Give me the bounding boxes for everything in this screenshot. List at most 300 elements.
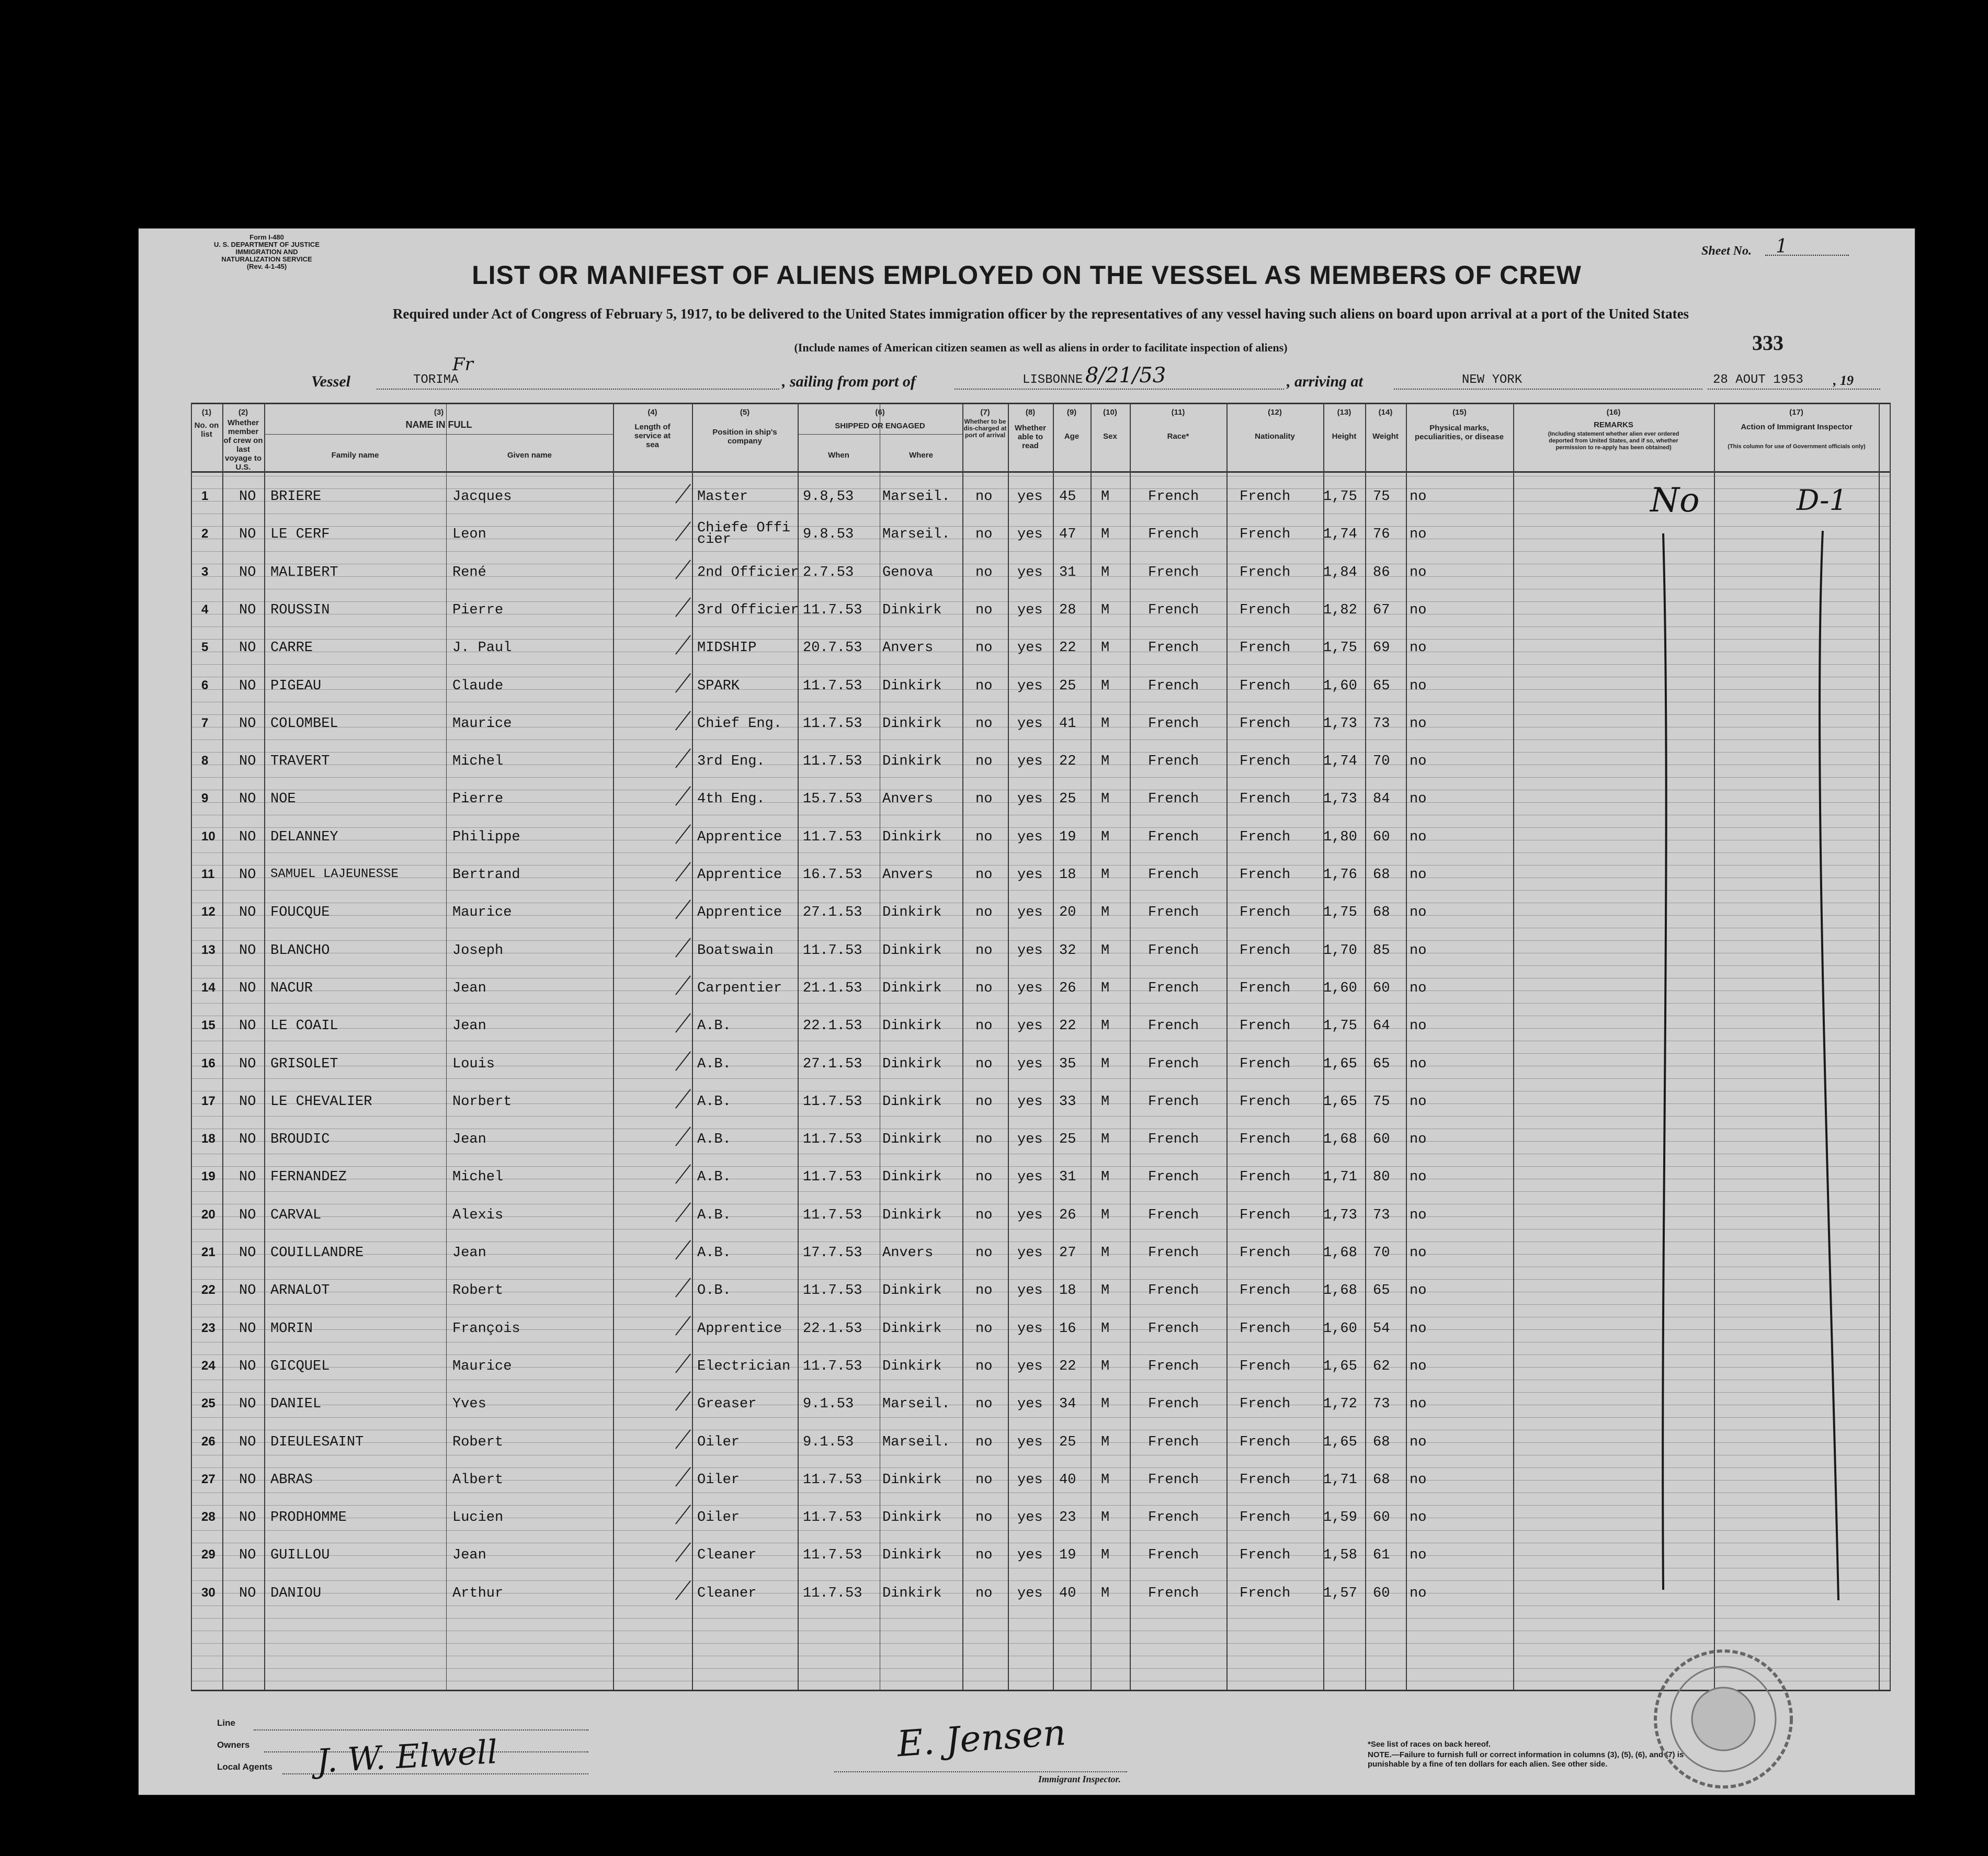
cell-sex: M	[1101, 1245, 1110, 1261]
arrival-date-field[interactable]: 28 AOUT 1953	[1708, 373, 1880, 390]
cell-shipped-when: 27.1.53	[803, 905, 862, 921]
cell-physical-marks: no	[1410, 640, 1427, 656]
cell-physical-marks: no	[1410, 1132, 1427, 1148]
cell-row-number: 19	[201, 1169, 215, 1184]
cell-given-name: Joseph	[452, 942, 504, 959]
cell-prior-voyage: NO	[239, 1056, 256, 1072]
cell-height: 1,65	[1323, 1434, 1357, 1450]
cell-physical-marks: no	[1410, 1018, 1427, 1034]
cell-weight: 68	[1373, 867, 1390, 883]
cell-shipped-when: 11.7.53	[803, 715, 862, 732]
cell-prior-voyage: NO	[239, 1320, 256, 1337]
col17-header: Action of Immigrant Inspector	[1741, 423, 1853, 431]
cell-shipped-when: 11.7.53	[803, 1283, 862, 1299]
cell-height: 1,71	[1323, 1472, 1357, 1488]
cell-shipped-when: 17.7.53	[803, 1245, 862, 1261]
cell-physical-marks: no	[1410, 754, 1427, 770]
cell-prior-voyage: NO	[239, 1472, 256, 1488]
cell-physical-marks: no	[1410, 1320, 1427, 1337]
cell-nationality: French	[1240, 942, 1291, 959]
cell-family-name: DELANNEY	[270, 829, 338, 845]
cell-physical-marks: no	[1410, 980, 1427, 996]
cell-row-number: 5	[201, 640, 209, 655]
vessel-annotation: Fr	[452, 354, 473, 375]
cell-shipped-where: Marseil.	[882, 489, 950, 505]
cell-prior-voyage: NO	[239, 867, 256, 883]
form-title: LIST OR MANIFEST OF ALIENS EMPLOYED ON THE VESSEL AS MEMBERS OF CREW	[472, 260, 1582, 290]
cell-nationality: French	[1240, 678, 1291, 694]
consular-seal-stamp	[1645, 1641, 1802, 1797]
cell-given-name: Bertrand	[452, 867, 520, 883]
cell-row-number: 23	[201, 1320, 215, 1335]
col10-header: Sex	[1103, 432, 1117, 441]
cell-age: 25	[1059, 791, 1076, 807]
cell-sex: M	[1101, 829, 1110, 845]
form-number: Form I-480	[249, 233, 284, 241]
cell-position: 2nd Officier	[697, 564, 799, 580]
cell-weight: 73	[1373, 1207, 1390, 1223]
cell-nationality: French	[1240, 1510, 1291, 1526]
cell-physical-marks: no	[1410, 564, 1427, 580]
line-field[interactable]	[254, 1719, 588, 1730]
cell-height: 1,65	[1323, 1358, 1357, 1374]
cell-given-name: Jean	[452, 1547, 486, 1564]
race-footnote: *See list of races on back hereof.	[1368, 1740, 1491, 1749]
cell-family-name: BLANCHO	[270, 942, 330, 959]
sheet-number-label: Sheet No.	[1701, 244, 1752, 258]
col14-header: Weight	[1372, 432, 1399, 441]
cell-race: French	[1148, 867, 1199, 883]
cell-row-number: 17	[201, 1094, 215, 1108]
cell-age: 23	[1059, 1510, 1076, 1526]
cell-physical-marks: no	[1410, 942, 1427, 959]
cell-able-to-read: yes	[1017, 942, 1043, 959]
cell-prior-voyage: NO	[239, 1510, 256, 1526]
cell-nationality: French	[1240, 1056, 1291, 1072]
cell-weight: 68	[1373, 1434, 1390, 1450]
cell-nationality: French	[1240, 867, 1291, 883]
cell-row-number: 2	[201, 527, 209, 541]
cell-race: French	[1148, 1585, 1199, 1601]
cell-height: 1,72	[1323, 1396, 1357, 1413]
action-handwritten: D-1	[1797, 484, 1847, 517]
cell-row-number: 18	[201, 1132, 215, 1146]
cell-family-name: GICQUEL	[270, 1358, 330, 1374]
cell-row-number: 28	[201, 1510, 215, 1524]
cell-nationality: French	[1240, 1169, 1291, 1186]
cell-prior-voyage: NO	[239, 527, 256, 543]
cell-prior-voyage: NO	[239, 1358, 256, 1374]
cell-shipped-when: 11.7.53	[803, 1585, 862, 1601]
cell-age: 16	[1059, 1320, 1076, 1337]
cell-sex: M	[1101, 1283, 1110, 1299]
cell-weight: 60	[1373, 1585, 1390, 1601]
year-label: , 19	[1833, 373, 1854, 388]
cell-family-name: ARNALOT	[270, 1283, 330, 1299]
cell-nationality: French	[1240, 1245, 1291, 1261]
cell-given-name: Robert	[452, 1283, 504, 1299]
cell-family-name: CARVAL	[270, 1207, 322, 1223]
cell-nationality: French	[1240, 754, 1291, 770]
cell-race: French	[1148, 1245, 1199, 1261]
col7-header: Whether to be dis-charged at port of arrival	[963, 418, 1007, 439]
cell-prior-voyage: NO	[239, 1434, 256, 1450]
cell-position: Apprentice	[697, 1320, 782, 1337]
cell-family-name: COUILLANDRE	[270, 1245, 364, 1261]
handwritten-strokes	[191, 403, 1891, 1690]
cell-row-number: 30	[201, 1585, 215, 1600]
sheet-number-value[interactable]: 1	[1765, 236, 1849, 256]
cell-discharged: no	[975, 867, 993, 883]
cell-family-name: GRISOLET	[270, 1056, 338, 1072]
cell-position: Cleaner	[697, 1585, 757, 1601]
cell-age: 31	[1059, 1169, 1076, 1186]
cell-shipped-where: Dinkirk	[882, 1018, 942, 1034]
cell-shipped-where: Dinkirk	[882, 1056, 942, 1072]
cell-race: French	[1148, 602, 1199, 618]
cell-shipped-where: Dinkirk	[882, 1358, 942, 1374]
cell-discharged: no	[975, 1547, 993, 1564]
col15-number: (15)	[1452, 408, 1467, 417]
cell-discharged: no	[975, 602, 993, 618]
cell-family-name: BRIERE	[270, 489, 322, 505]
cell-nationality: French	[1240, 1018, 1291, 1034]
cell-physical-marks: no	[1410, 489, 1427, 505]
col13-header: Height	[1332, 432, 1357, 441]
cell-given-name: Jean	[452, 1245, 486, 1261]
cell-sex: M	[1101, 678, 1110, 694]
cell-height: 1,74	[1323, 754, 1357, 770]
cell-weight: 67	[1373, 602, 1390, 618]
owners-label: Owners	[217, 1740, 250, 1750]
col6-header: SHIPPED OR ENGAGED	[835, 422, 925, 430]
cell-age: 20	[1059, 905, 1076, 921]
cell-sex: M	[1101, 527, 1110, 543]
cell-discharged: no	[975, 1245, 993, 1261]
cell-race: French	[1148, 1132, 1199, 1148]
cell-position: SPARK	[697, 678, 740, 694]
cell-age: 33	[1059, 1094, 1076, 1110]
cell-position: Apprentice	[697, 829, 782, 845]
cell-sex: M	[1101, 942, 1110, 959]
cell-row-number: 4	[201, 602, 209, 617]
cell-physical-marks: no	[1410, 1283, 1427, 1299]
cell-height: 1,57	[1323, 1585, 1357, 1601]
cell-nationality: French	[1240, 527, 1291, 543]
cell-race: French	[1148, 715, 1199, 732]
cell-position: Greaser	[697, 1396, 757, 1413]
cell-able-to-read: yes	[1017, 1018, 1043, 1034]
cell-sex: M	[1101, 1396, 1110, 1413]
cell-weight: 60	[1373, 1132, 1390, 1148]
cell-prior-voyage: NO	[239, 791, 256, 807]
cell-shipped-when: 9.1.53	[803, 1434, 854, 1450]
col12-header: Nationality	[1255, 432, 1295, 441]
cell-shipped-where: Anvers	[882, 640, 934, 656]
cell-shipped-where: Dinkirk	[882, 1320, 942, 1337]
cell-position: A.B.	[697, 1132, 731, 1148]
col10-number: (10)	[1103, 408, 1117, 417]
cell-physical-marks: no	[1410, 715, 1427, 732]
cell-height: 1,73	[1323, 1207, 1357, 1223]
cell-height: 1,74	[1323, 527, 1357, 543]
cell-given-name: Albert	[452, 1472, 504, 1488]
cell-given-name: Alexis	[452, 1207, 504, 1223]
cell-age: 47	[1059, 527, 1076, 543]
cell-shipped-where: Dinkirk	[882, 1547, 942, 1564]
cell-sex: M	[1101, 905, 1110, 921]
cell-prior-voyage: NO	[239, 829, 256, 845]
cell-prior-voyage: NO	[239, 754, 256, 770]
cell-discharged: no	[975, 791, 993, 807]
cell-height: 1,68	[1323, 1283, 1357, 1299]
cell-given-name: Jacques	[452, 489, 512, 505]
cell-discharged: no	[975, 754, 993, 770]
cell-shipped-where: Dinkirk	[882, 829, 942, 845]
cell-nationality: French	[1240, 1472, 1291, 1488]
cell-physical-marks: no	[1410, 1245, 1427, 1261]
cell-discharged: no	[975, 1320, 993, 1337]
cell-position: Apprentice	[697, 905, 782, 921]
cell-discharged: no	[975, 1358, 993, 1374]
cell-weight: 65	[1373, 1283, 1390, 1299]
cell-family-name: PRODHOMME	[270, 1510, 347, 1526]
cell-able-to-read: yes	[1017, 1396, 1043, 1413]
cell-given-name: Michel	[452, 754, 504, 770]
cell-height: 1,68	[1323, 1132, 1357, 1148]
cell-height: 1,60	[1323, 1320, 1357, 1337]
cell-race: French	[1148, 640, 1199, 656]
cell-family-name: LE COAIL	[270, 1018, 338, 1034]
cell-physical-marks: no	[1410, 1207, 1427, 1223]
cell-age: 26	[1059, 1207, 1076, 1223]
cell-position: O.B.	[697, 1283, 731, 1299]
cell-family-name: FOUCQUE	[270, 905, 330, 921]
cell-row-number: 26	[201, 1434, 215, 1449]
cell-age: 22	[1059, 1018, 1076, 1034]
cell-family-name: NACUR	[270, 980, 313, 996]
cell-age: 22	[1059, 640, 1076, 656]
cell-age: 45	[1059, 489, 1076, 505]
cell-position: Oiler	[697, 1434, 740, 1450]
cell-able-to-read: yes	[1017, 1434, 1043, 1450]
given-name-header: Given name	[507, 451, 552, 460]
cell-family-name: DANIOU	[270, 1585, 322, 1601]
cell-discharged: no	[975, 1056, 993, 1072]
cell-shipped-where: Dinkirk	[882, 980, 942, 996]
col4-number: (4)	[647, 408, 657, 417]
cell-sex: M	[1101, 1358, 1110, 1374]
cell-race: French	[1148, 829, 1199, 845]
cell-shipped-where: Dinkirk	[882, 1283, 942, 1299]
cell-prior-voyage: NO	[239, 640, 256, 656]
cell-family-name: LE CHEVALIER	[270, 1094, 372, 1110]
cell-race: French	[1148, 527, 1199, 543]
cell-given-name: Robert	[452, 1434, 504, 1450]
cell-discharged: no	[975, 1283, 993, 1299]
cell-weight: 65	[1373, 678, 1390, 694]
manifest-sheet	[139, 229, 1915, 1795]
col5-number: (5)	[740, 408, 750, 417]
cell-able-to-read: yes	[1017, 1245, 1043, 1261]
agent-signature: J. W. Elwell	[315, 1732, 498, 1781]
cell-weight: 73	[1373, 1396, 1390, 1413]
cell-sex: M	[1101, 1320, 1110, 1337]
cell-position: 4th Eng.	[697, 791, 765, 807]
cell-able-to-read: yes	[1017, 1320, 1043, 1337]
cell-given-name: Arthur	[452, 1585, 504, 1601]
cell-prior-voyage: NO	[239, 1169, 256, 1186]
cell-family-name: GUILLOU	[270, 1547, 330, 1564]
cell-sex: M	[1101, 1510, 1110, 1526]
inspector-signature-line	[834, 1761, 1127, 1772]
cell-shipped-where: Dinkirk	[882, 602, 942, 618]
where-header: Where	[909, 451, 933, 460]
cell-position: Carpentier	[697, 980, 782, 996]
cell-discharged: no	[975, 489, 993, 505]
cell-race: French	[1148, 1510, 1199, 1526]
cell-nationality: French	[1240, 1207, 1291, 1223]
cell-discharged: no	[975, 1207, 993, 1223]
cell-row-number: 16	[201, 1056, 215, 1071]
cell-shipped-where: Dinkirk	[882, 715, 942, 732]
cell-position: Chiefe Offi cier	[697, 520, 791, 548]
cell-weight: 68	[1373, 905, 1390, 921]
sailing-port-field[interactable]: LISBONNE	[955, 373, 1284, 390]
cell-physical-marks: no	[1410, 602, 1427, 618]
cell-sex: M	[1101, 564, 1110, 580]
cell-row-number: 12	[201, 905, 215, 919]
line-label: Line	[217, 1718, 235, 1728]
cell-nationality: French	[1240, 602, 1291, 618]
cell-row-number: 14	[201, 980, 215, 995]
cell-able-to-read: yes	[1017, 678, 1043, 694]
cell-family-name: COLOMBEL	[270, 715, 338, 732]
cell-given-name: François	[452, 1320, 520, 1337]
cell-shipped-where: Marseil.	[882, 1434, 950, 1450]
cell-position: Boatswain	[697, 942, 774, 959]
vessel-field[interactable]: TORIMA	[377, 373, 779, 390]
cell-family-name: LE CERF	[270, 527, 330, 543]
cell-sex: M	[1101, 1094, 1110, 1110]
cell-prior-voyage: NO	[239, 715, 256, 732]
cell-race: French	[1148, 754, 1199, 770]
service: IMMIGRATION AND NATURALIZATION SERVICE	[221, 248, 312, 263]
cell-sex: M	[1101, 867, 1110, 883]
arrival-port-field[interactable]: NEW YORK	[1394, 373, 1702, 390]
cell-row-number: 1	[201, 489, 209, 503]
cell-given-name: Jean	[452, 1018, 486, 1034]
cell-discharged: no	[975, 1510, 993, 1526]
col2-header: Whether member of crew on last voyage to U.S.	[223, 418, 263, 472]
cell-physical-marks: no	[1410, 1056, 1427, 1072]
cell-prior-voyage: NO	[239, 1396, 256, 1413]
cell-prior-voyage: NO	[239, 1207, 256, 1223]
cell-weight: 86	[1373, 564, 1390, 580]
cell-given-name: Jean	[452, 980, 486, 996]
cell-given-name: Maurice	[452, 1358, 512, 1374]
cell-able-to-read: yes	[1017, 1585, 1043, 1601]
cell-shipped-where: Dinkirk	[882, 1132, 942, 1148]
cell-family-name: ABRAS	[270, 1472, 313, 1488]
cell-given-name: Claude	[452, 678, 504, 694]
arriving-label: , arriving at	[1287, 373, 1363, 390]
revision: (Rev. 4-1-45)	[246, 263, 287, 270]
cell-able-to-read: yes	[1017, 754, 1043, 770]
cell-family-name: MORIN	[270, 1320, 313, 1337]
cell-shipped-when: 11.7.53	[803, 754, 862, 770]
cell-sex: M	[1101, 1169, 1110, 1186]
cell-shipped-where: Anvers	[882, 791, 934, 807]
cell-nationality: French	[1240, 1358, 1291, 1374]
col8-number: (8)	[1025, 408, 1036, 417]
cell-physical-marks: no	[1410, 678, 1427, 694]
cell-nationality: French	[1240, 1283, 1291, 1299]
family-name-header: Family name	[331, 451, 379, 460]
cell-shipped-where: Dinkirk	[882, 1585, 942, 1601]
cell-age: 35	[1059, 1056, 1076, 1072]
cell-able-to-read: yes	[1017, 602, 1043, 618]
cell-race: French	[1148, 791, 1199, 807]
cell-discharged: no	[975, 1396, 993, 1413]
col17-number: (17)	[1789, 408, 1803, 417]
cell-able-to-read: yes	[1017, 564, 1043, 580]
cell-given-name: Leon	[452, 527, 486, 543]
cell-physical-marks: no	[1410, 1472, 1427, 1488]
cell-weight: 60	[1373, 980, 1390, 996]
cell-race: French	[1148, 980, 1199, 996]
cell-age: 25	[1059, 1132, 1076, 1148]
cell-sex: M	[1101, 1056, 1110, 1072]
cell-race: French	[1148, 1169, 1199, 1186]
cell-discharged: no	[975, 829, 993, 845]
cell-prior-voyage: NO	[239, 905, 256, 921]
cell-family-name: CARRE	[270, 640, 313, 656]
when-header: When	[828, 451, 849, 460]
cell-row-number: 13	[201, 942, 215, 957]
cell-discharged: no	[975, 980, 993, 996]
cell-height: 1,75	[1323, 489, 1357, 505]
col16-header: REMARKS	[1594, 420, 1633, 429]
cell-shipped-where: Dinkirk	[882, 678, 942, 694]
cell-shipped-where: Dinkirk	[882, 1472, 942, 1488]
cell-discharged: no	[975, 640, 993, 656]
cell-height: 1,75	[1323, 1018, 1357, 1034]
cell-position: Oiler	[697, 1510, 740, 1526]
cell-position: Master	[697, 489, 748, 505]
cell-position: A.B.	[697, 1207, 731, 1223]
cell-nationality: French	[1240, 1585, 1291, 1601]
cell-weight: 60	[1373, 1510, 1390, 1526]
cell-physical-marks: no	[1410, 1510, 1427, 1526]
cell-physical-marks: no	[1410, 1396, 1427, 1413]
cell-weight: 61	[1373, 1547, 1390, 1564]
cell-row-number: 10	[201, 829, 215, 844]
cell-sex: M	[1101, 754, 1110, 770]
cell-race: French	[1148, 1283, 1199, 1299]
cell-weight: 69	[1373, 640, 1390, 656]
cell-weight: 65	[1373, 1056, 1390, 1072]
cell-shipped-when: 11.7.53	[803, 1207, 862, 1223]
cell-age: 22	[1059, 1358, 1076, 1374]
cell-row-number: 25	[201, 1396, 215, 1411]
cell-given-name: Pierre	[452, 602, 504, 618]
cell-family-name: PIGEAU	[270, 678, 322, 694]
cell-shipped-when: 11.7.53	[803, 829, 862, 845]
cell-shipped-where: Dinkirk	[882, 1207, 942, 1223]
cell-shipped-when: 11.7.53	[803, 1472, 862, 1488]
cell-sex: M	[1101, 489, 1110, 505]
